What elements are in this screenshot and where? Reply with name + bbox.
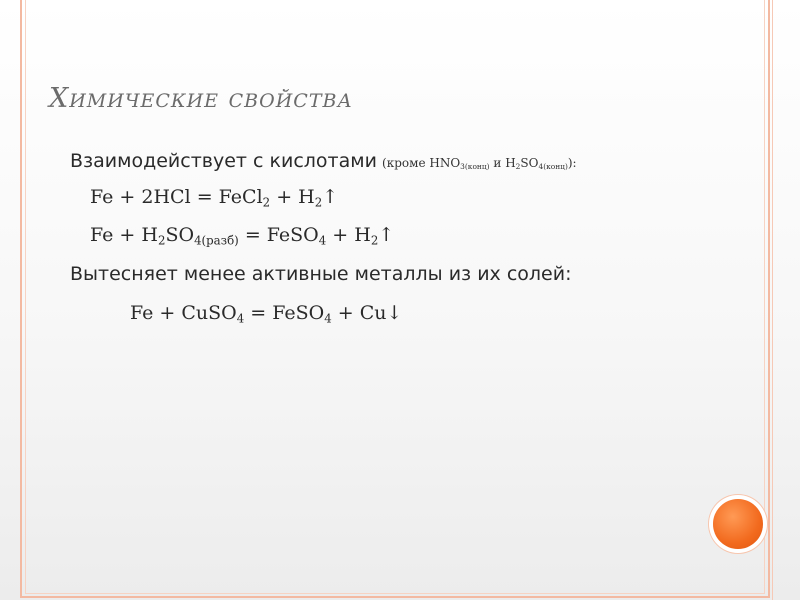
bullet-1-text: Взаимодействует с кислотами [70, 150, 377, 172]
slide-title: Химические свойства [49, 83, 353, 114]
bullet-1 [70, 150, 577, 172]
bullet-2: Вытесняет менее активные металлы из их солей: [70, 263, 572, 285]
bullet-1-note: (кроме $HNO_{3(конц)}$ и $H_2SO_{4(конц)}$): [382, 156, 577, 172]
decorative-circle [713, 499, 763, 549]
equation-3: Fe + CuSO$_4$ = FeSO$_4$ + Cu↓ [130, 302, 403, 326]
equation-1: Fe + 2HCl = FeCl$_2$ + $H_2↑$ [90, 186, 339, 210]
slide-frame-strip [772, 0, 773, 600]
equation-2: $Fe + H_2SO_{4(разб)}$ = FeSO$_4$ + $H_2↑$ [90, 224, 395, 248]
